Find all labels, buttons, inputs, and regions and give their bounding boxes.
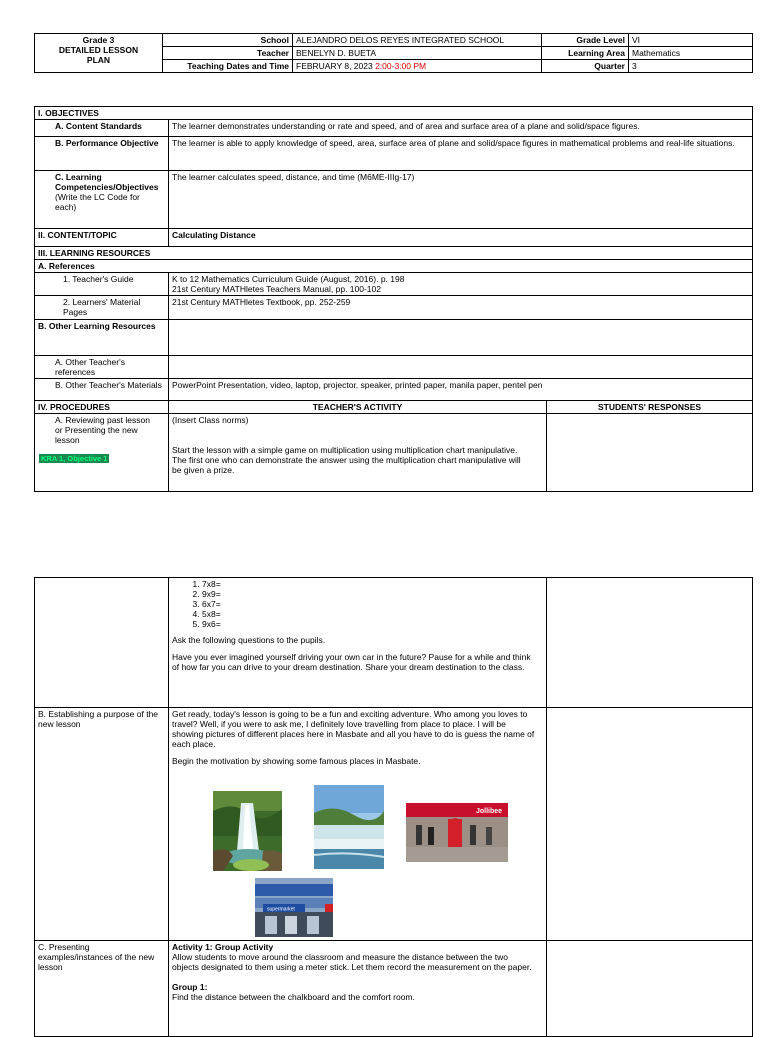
time-value: 2:00-3:00 PM	[375, 61, 427, 71]
other-materials-value: PowerPoint Presentation, video, laptop, projector, speaker, printed paper, manila paper, pentel pen	[169, 379, 753, 401]
tg-value-2: 21st Century MATHletes Teachers Manual, pp. 100-102	[172, 284, 381, 294]
school-label: School	[163, 34, 293, 47]
reviewing-cell	[35, 414, 169, 492]
tg-value	[169, 273, 753, 296]
jollibee-sign: Jollibee	[476, 808, 503, 815]
list-item: 5. 9x6=	[202, 619, 543, 629]
list-item: 2. 9x9=	[202, 589, 543, 599]
other-resources-heading: B. Other Learning Resources	[35, 320, 169, 356]
student-responses-header: STUDENTS' RESPONSES	[547, 401, 753, 414]
school-value: ALEJANDRO DELOS REYES INTEGRATED SCHOOL	[293, 34, 542, 47]
group1-title: Group 1:	[172, 982, 208, 992]
quarter-value: 3	[629, 60, 753, 73]
objectives-heading: I. OBJECTIVES	[35, 107, 753, 120]
grade-level-label: Grade Level	[542, 34, 629, 47]
doc-title-2: PLAN	[86, 55, 111, 65]
purpose-label: B. Establishing a purpose of the new lesson	[35, 708, 169, 941]
teacher-value: BENELYN D. BUETA	[293, 47, 542, 60]
presenting-label: C. Presenting examples/instances of the new lesson	[35, 941, 169, 1037]
kra-badge: KRA 1, Objective 1	[41, 454, 108, 463]
lesson-table-page2	[34, 577, 753, 1037]
other-materials-label: B. Other Teacher's Materials	[35, 379, 169, 401]
learning-area-value: Mathematics	[629, 47, 753, 60]
competencies-text: The learner calculates speed, distance, and time (M6ME-IIIg-17)	[169, 171, 753, 229]
references-heading: A. References	[35, 260, 753, 273]
reviewing-text-cell	[169, 414, 547, 492]
list-item: 1. 7x8=	[202, 579, 543, 589]
competencies-cell	[35, 171, 169, 229]
competencies-label: C. Learning Competencies/Objectives	[55, 172, 159, 192]
class-norms: (Insert Class norms)	[172, 415, 249, 425]
page2-label-blank	[35, 578, 169, 708]
drill-list	[172, 579, 543, 629]
purpose-text: Get ready, today's lesson is going to be a fun and exciting adventure. Who among you loves to travel? Well, if you were to ask me, I definitely love travelling from place to place. I will be showing pictures of different places here in Masbate and all you have to do is guess the name of each place.	[172, 709, 535, 749]
reviewing-text: Start the lesson with a simple game on multiplication using multiplication chart manipulative. The first one who can demonstrate the answer using the multiplication chart manipulative will be given a prize.	[172, 445, 521, 475]
grade-line: Grade 3	[82, 35, 115, 45]
resources-heading: III. LEARNING RESOURCES	[35, 247, 753, 260]
jollibee-photo	[406, 803, 508, 862]
list-item: 3. 6x7=	[202, 599, 543, 609]
quarter-label: Quarter	[542, 60, 629, 73]
content-heading: II. CONTENT/TOPIC	[35, 229, 169, 247]
header-table	[34, 33, 753, 73]
lm-value: 21st Century MATHletes Textbook, pp. 252-259	[169, 296, 753, 320]
other-references-label: A. Other Teacher's references	[35, 356, 169, 379]
learning-area-label: Learning Area	[542, 47, 629, 60]
presenting-cell	[169, 941, 547, 1037]
waterfall-photo	[213, 791, 282, 871]
lesson-table	[34, 106, 753, 492]
imagine-text: Have you ever imagined yourself driving your own car in the future? Pause for a while and think of how far you can drive to your dream destination. Share your dream destination to the class.	[172, 652, 531, 672]
content-standards-text: The learner demonstrates understanding or rate and speed, and of area and surface area of a plane and solid/space figures.	[169, 120, 753, 137]
content-standards-label: A. Content Standards	[35, 120, 169, 137]
tg-value-1: K to 12 Mathematics Curriculum Guide (August, 2016). p. 198	[172, 274, 405, 284]
teacher-activity-header: TEACHER'S ACTIVITY	[169, 401, 547, 414]
doc-title-cell	[35, 34, 163, 73]
procedures-heading: IV. PROCEDURES	[35, 401, 169, 414]
activity-title: Activity 1: Group Activity	[172, 942, 274, 952]
drill-cell	[169, 578, 547, 708]
activity-text: Allow students to move around the classroom and measure the distance between the two objects designated to them using a meter stick. Let them record the measurement on the paper.	[172, 952, 532, 972]
presenting-response	[547, 941, 753, 1037]
other-resources-blank	[169, 320, 753, 356]
tg-label: 1. Teacher's Guide	[35, 273, 169, 296]
doc-title-1: DETAILED LESSON	[58, 45, 139, 55]
ask-text: Ask the following questions to the pupils.	[172, 635, 326, 645]
content-value: Calculating Distance	[169, 229, 753, 247]
dates-value: FEBRUARY 8, 2023	[296, 61, 373, 71]
group1-text: Find the distance between the chalkboard and the comfort room.	[172, 992, 415, 1002]
supermarket-photo	[255, 878, 333, 937]
dates-cell	[293, 60, 542, 73]
motivation-text: Begin the motivation by showing some famous places in Masbate.	[172, 756, 421, 766]
competencies-note: (Write the LC Code for each)	[55, 192, 140, 212]
performance-objective-label: B. Performance Objective	[35, 137, 169, 171]
purpose-response	[547, 708, 753, 941]
drill-response	[547, 578, 753, 708]
other-references-blank	[169, 356, 753, 379]
reviewing-response	[547, 414, 753, 492]
lm-label: 2. Learners' Material Pages	[35, 296, 169, 320]
list-item: 4. 5x8=	[202, 609, 543, 619]
grade-level-value: VI	[629, 34, 753, 47]
dates-label: Teaching Dates and Time	[163, 60, 293, 73]
spillway-photo	[314, 785, 384, 869]
reviewing-label: A. Reviewing past lesson or Presenting the new lesson	[55, 415, 150, 445]
supermarket-sign: supermarket	[267, 906, 295, 913]
teacher-label: Teacher	[163, 47, 293, 60]
performance-objective-text: The learner is able to apply knowledge of speed, area, surface area of plane and solid/space figures in mathematical problems and real-life situations.	[169, 137, 753, 171]
